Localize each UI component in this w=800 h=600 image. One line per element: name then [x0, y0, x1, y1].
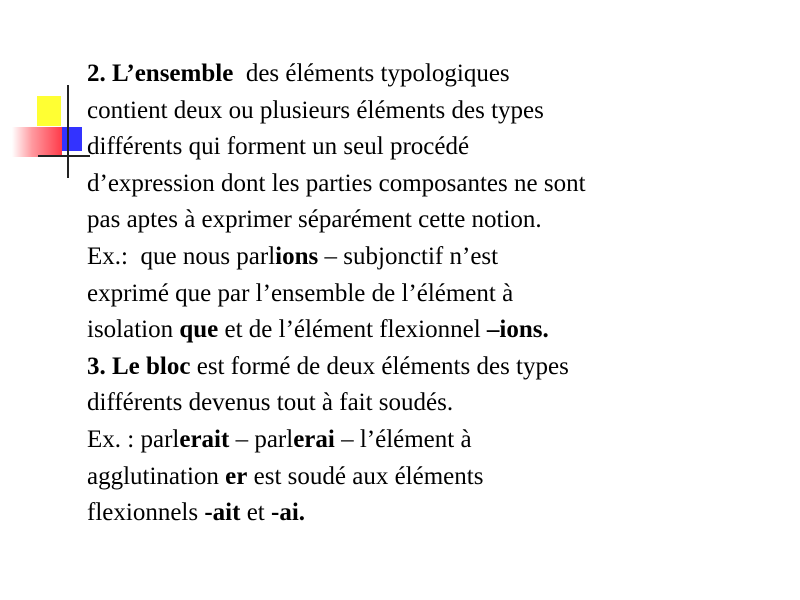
text-segment: – subjonctif n’est [318, 242, 499, 270]
text-line [87, 385, 787, 422]
text-segment: différents qui forment un seul procédé [87, 133, 470, 161]
text-segment: flexionnels [87, 499, 205, 527]
bold-text-segment: erait [179, 425, 230, 453]
text-segment: isolation [87, 316, 180, 344]
slide-body-text [87, 56, 787, 532]
text-segment: et [240, 499, 271, 527]
bold-text-segment: -ait [204, 499, 241, 527]
text-segment: contient deux ou plusieurs éléments des types [87, 96, 544, 124]
bold-text-segment: er [225, 462, 248, 490]
text-segment: – l’élément à [334, 425, 472, 453]
text-line [87, 239, 787, 276]
decorative-blue-square [62, 127, 82, 151]
bold-text-segment: erai [293, 425, 335, 453]
text-line [87, 422, 787, 459]
text-line [87, 459, 787, 496]
text-segment: est formé de deux éléments des types [190, 352, 569, 380]
text-line [87, 349, 787, 386]
text-line [87, 166, 787, 203]
text-line [87, 129, 787, 166]
text-segment: des éléments typologiques [233, 60, 510, 87]
bold-text-segment: 2. L’ensemble [87, 60, 234, 87]
text-segment: agglutination [87, 462, 226, 490]
decorative-vertical-line [67, 85, 69, 178]
text-line [87, 276, 787, 313]
text-segment: est soudé aux éléments [247, 462, 484, 490]
text-segment: exprimé que par l’ensemble de l’élément à [87, 279, 514, 307]
decorative-horizontal-line [38, 155, 90, 157]
text-segment: et de l’élément flexionnel [218, 316, 487, 344]
text-segment: Ex. : parl [87, 425, 180, 453]
text-segment: – parl [229, 425, 294, 453]
text-line [87, 202, 787, 239]
text-line [87, 56, 787, 93]
text-segment: différents devenus tout à fait soudés. [87, 389, 454, 417]
text-segment: d’expression dont les parties composantes ne sont [87, 169, 586, 197]
bold-text-segment: ions [275, 242, 319, 270]
text-segment: pas aptes à exprimer séparément cette notion. [87, 206, 542, 234]
text-line [87, 312, 787, 349]
decorative-red-square [12, 127, 62, 157]
bold-text-segment: –ions. [486, 316, 549, 344]
decorative-yellow-square [37, 96, 61, 126]
bold-text-segment: 3. Le bloc [87, 352, 191, 380]
bold-text-segment: que [179, 316, 219, 344]
bold-text-segment: -ai. [271, 499, 306, 527]
text-line [87, 495, 787, 532]
text-segment: Ex.: que nous parl [87, 242, 276, 270]
text-line [87, 93, 787, 130]
